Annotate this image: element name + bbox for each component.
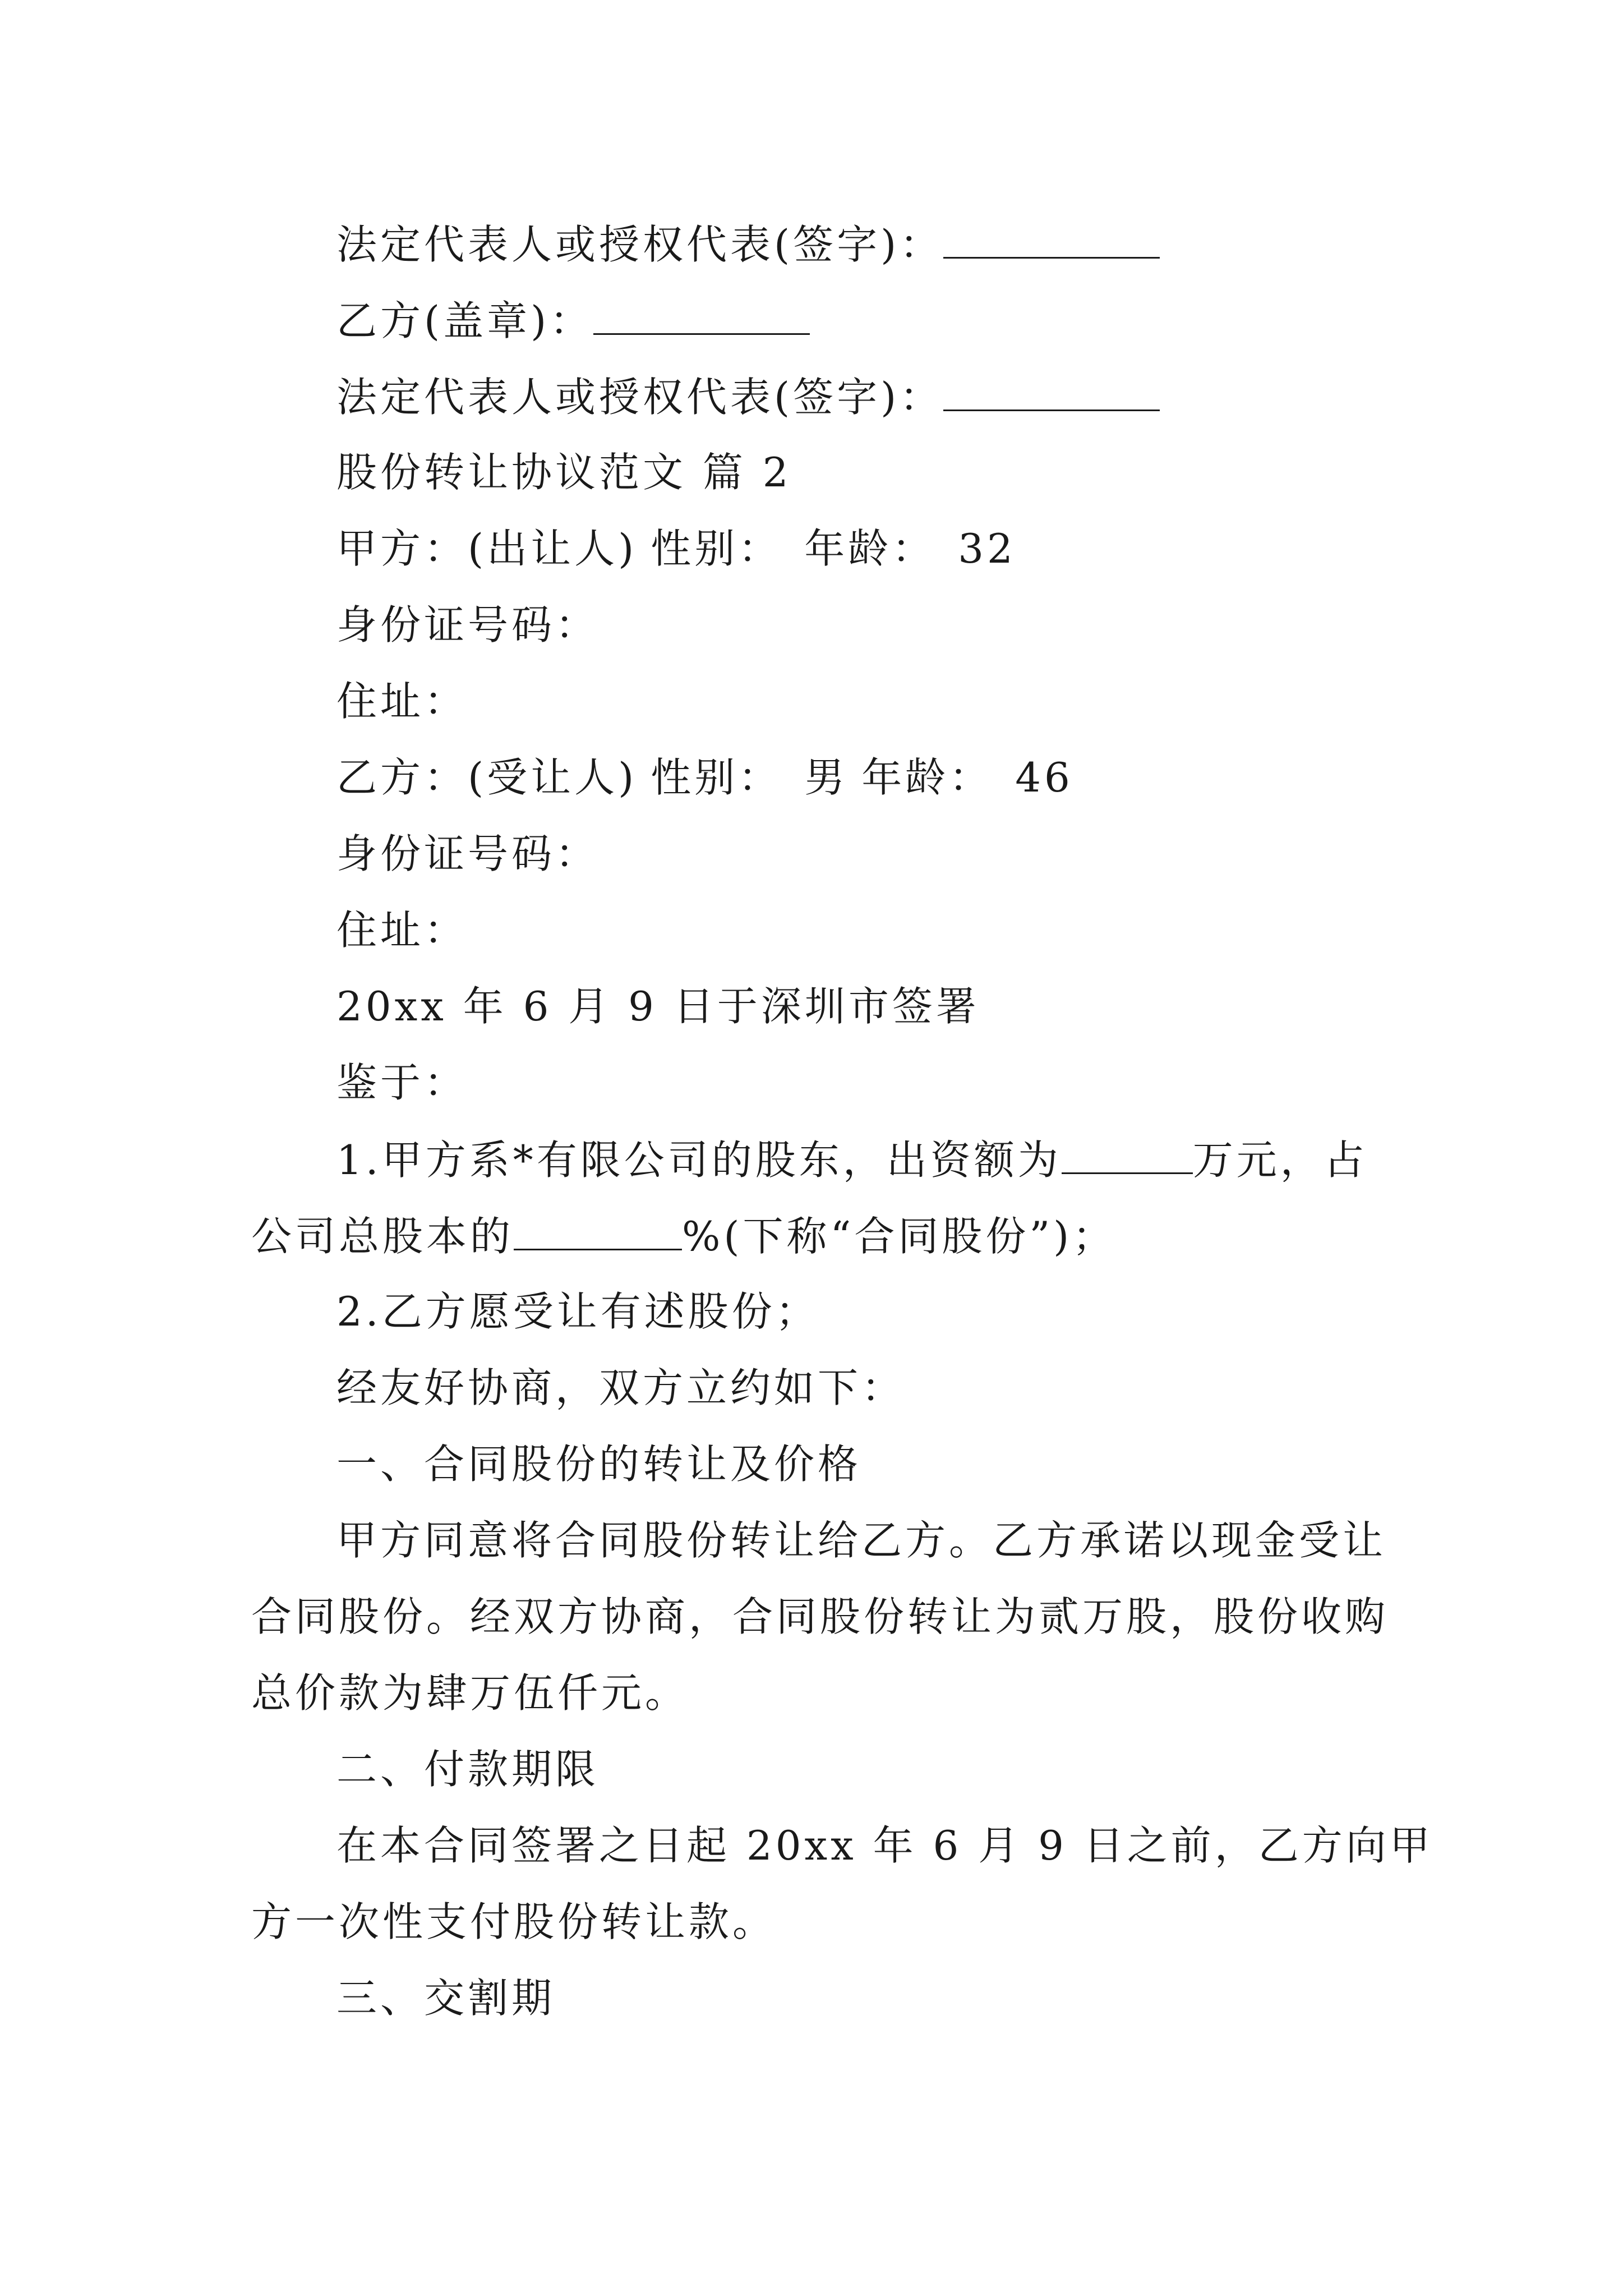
transferor-age: 32 [958, 525, 1016, 572]
clause-1-text-line: 合同股份。经双方协商，合同股份转让为贰万股，股份收购 [251, 1593, 1389, 1640]
recital-1-text: 1.甲方系*有限公司的股东，出资额为 [336, 1137, 1062, 1184]
party-b-seal-line [336, 297, 810, 344]
signature-label: 法定代表人或授权代表(签字)： [336, 374, 944, 421]
transferor-label: 甲方：(出让人) [336, 525, 638, 572]
signing-date-line: 20xx 年 6 月 9 日于深圳市签署 [336, 983, 980, 1030]
seal-label: 乙方(盖章)： [336, 297, 594, 344]
transferor-id-line: 身份证号码： [336, 601, 600, 648]
clause-2-heading: 二、付款期限 [336, 1746, 600, 1793]
share-percent-blank [514, 1215, 682, 1250]
recital-1-text: 公司总股本的 [251, 1213, 514, 1260]
recital-1-line-1 [336, 1137, 1368, 1184]
recital-1-line-2 [251, 1213, 1117, 1260]
transferee-gender-label: 性别： [651, 754, 782, 801]
seal-blank [593, 300, 810, 335]
transferee-gender: 男 [804, 754, 849, 801]
transferor-gender-label: 性别： [651, 525, 782, 572]
transferee-age-label: 年龄： [861, 754, 993, 801]
agreement-intro: 经友好协商，双方立约如下： [336, 1364, 906, 1411]
clause-2-text-line: 在本合同签署之日起 20xx 年 6 月 9 日之前，乙方向甲 [336, 1822, 1433, 1869]
clause-1-text-line: 甲方同意将合同股份转让给乙方。乙方承诺以现金受让 [336, 1517, 1387, 1564]
transferee-label: 乙方：(受让人) [336, 754, 638, 801]
recital-2: 2.乙方愿受让有述股份； [336, 1288, 819, 1335]
signature-blank [943, 376, 1160, 411]
signature-blank [943, 223, 1160, 259]
clause-2-text-line: 方一次性支付股份转让款。 [251, 1898, 777, 1945]
transferee-address-line: 住址： [336, 907, 468, 954]
signature-label: 法定代表人或授权代表(签字)： [336, 221, 944, 268]
capital-amount-blank [1062, 1139, 1193, 1174]
transferor-address-line: 住址： [336, 678, 468, 725]
transferee-line [336, 754, 1073, 801]
party-b-signature-line [336, 374, 1160, 421]
transferee-id-line: 身份证号码： [336, 830, 600, 877]
transferee-age: 46 [1015, 754, 1073, 801]
clause-3-heading: 三、交割期 [336, 1975, 556, 2022]
party-a-signature-line [336, 221, 1160, 268]
whereas-label: 鉴于： [336, 1059, 468, 1106]
clause-1-text-line: 总价款为肆万伍仟元。 [251, 1669, 689, 1717]
transferor-age-label: 年龄： [804, 525, 936, 572]
recital-1-text: %(下称“合同股份”)； [682, 1213, 1117, 1260]
clause-1-heading: 一、合同股份的转让及价格 [336, 1441, 862, 1488]
recital-1-text: 万元，占 [1192, 1137, 1368, 1184]
section-title: 股份转让协议范文 篇 2 [336, 449, 792, 496]
transferor-line [336, 525, 1016, 572]
